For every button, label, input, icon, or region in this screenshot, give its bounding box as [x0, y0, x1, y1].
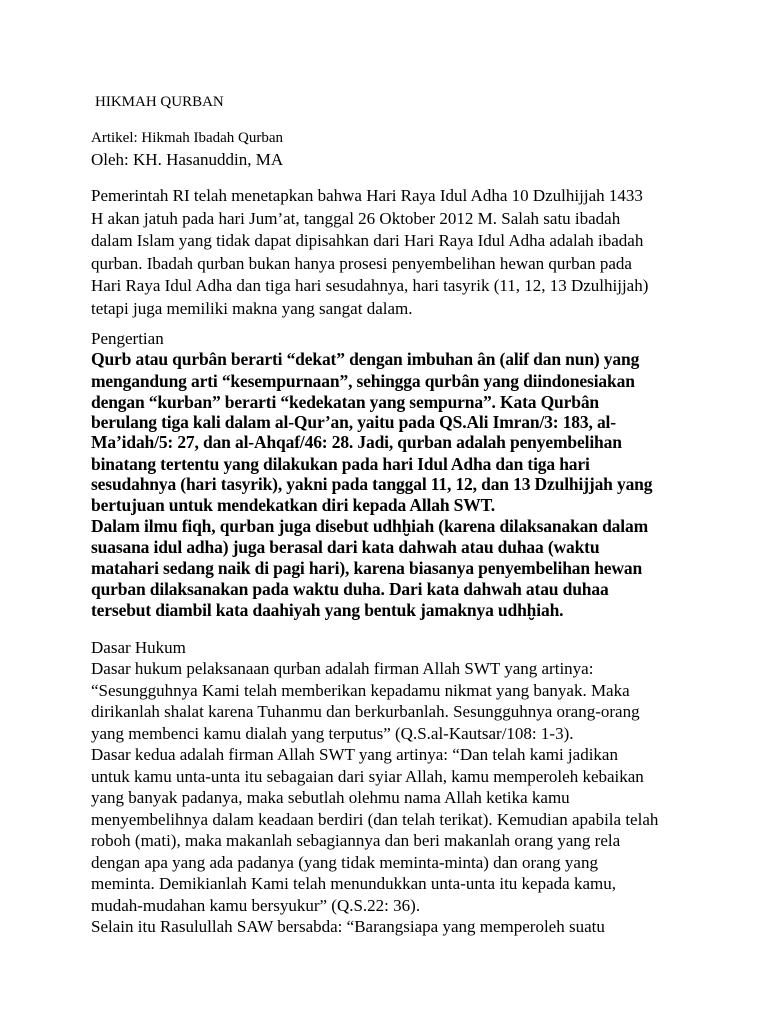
section-heading-pengertian: Pengertian	[91, 329, 164, 348]
pengertian-line: bertujuan untuk mendekatkan diri kepada Allah SWT.	[91, 495, 496, 515]
dasar-hukum-line: “Sesungguhnya Kami telah memberikan kepadamu nikmat yang banyak. Maka	[91, 680, 630, 700]
author-line: Oleh: KH. Hasanuddin, MA	[91, 150, 284, 169]
dasar-hukum-line: yang membenci kamu dialah yang terputus” (Q.S.al-Kautsar/108: 1-3).	[91, 723, 574, 743]
intro-line: tetapi juga memiliki makna yang sangat dalam.	[91, 298, 413, 318]
dasar-hukum-line: roboh (mati), maka makanlah sebagiannya dan beri makanlah orang yang rela	[91, 831, 621, 850]
dasar-hukum-line: Selain itu Rasulullah SAW bersabda: “Barangsiapa yang memperoleh suatu	[91, 917, 605, 936]
dasar-hukum-line: Dasar hukum pelaksanaan qurban adalah firman Allah SWT yang artinya:	[91, 659, 594, 678]
dasar-hukum-line: yang banyak padanya, maka sebutlah olehmu nama Allah ketika kamu	[91, 788, 570, 807]
pengertian-line: Ma’idah/5: 27, dan al-Ahqaf/46: 28. Jadi, qurban adalah penyembelihan	[91, 432, 622, 452]
pengertian-line: berulang tiga kali dalam al-Qur’an, yaitu pada QS.Ali Imran/3: 183, al-	[91, 412, 616, 432]
dasar-hukum-line: dirikanlah shalat karena Tuhanmu dan berkurbanlah. Sesungguhnya orang-orang	[91, 702, 640, 721]
pengertian-line: binatang tertentu yang dilakukan pada hari Idul Adha dan tiga hari	[91, 454, 590, 474]
dasar-hukum-line: untuk kamu unta-unta itu sebagaian dari syiar Allah, kamu memperoleh kebaikan	[91, 766, 644, 786]
dasar-hukum-line: menyembelihnya dalam keadaan berdiri (dan telah terikat). Kemudian apabila telah	[91, 809, 659, 829]
intro-line: H akan jatuh pada hari Jum’at, tanggal 26 Oktober 2012 M. Salah satu ibadah	[91, 208, 621, 228]
pengertian-line: mengandung arti “kesempurnaan”, sehingga qurbân yang diindonesiakan	[91, 371, 635, 391]
pengertian-line: sesudahnya (hari tasyrik), yakni pada tanggal 11, 12, dan 13 Dzulhijjah yang	[91, 474, 653, 494]
pengertian-line: Qurb atau qurbân berarti “dekat” dengan imbuhan ân (alif dan nun) yang	[91, 349, 640, 369]
pengertian-line: suasana idul adha) juga berasal dari kata dahwah atau duhaa (waktu	[91, 537, 600, 557]
article-label: Artikel: Hikmah Ibadah Qurban	[91, 130, 284, 146]
pengertian-line: qurban dilaksanakan pada waktu duha. Dari kata dahwah atau duhaa	[91, 579, 609, 599]
intro-line: qurban. Ibadah qurban bukan hanya prosesi penyembelihan hewan qurban pada	[91, 253, 632, 273]
dasar-hukum-line: Dasar kedua adalah firman Allah SWT yang artinya: “Dan telah kami jadikan	[91, 745, 618, 764]
dasar-hukum-line: mudah-mudahan kamu bersyukur” (Q.S.22: 36).	[91, 895, 421, 915]
dasar-hukum-line: meminta. Demikianlah Kami telah menundukkan unta-unta itu kepada kamu,	[91, 874, 616, 893]
document-title: HIKMAH QURBAN	[95, 94, 224, 110]
intro-line: Hari Raya Idul Adha dan tiga hari sesudahnya, hari tasyrik (11, 12, 13 Dzulhijjah)	[91, 276, 649, 295]
pengertian-line: tersebut diambil kata daahiyah yang bentuk jamaknya udhḫiah.	[91, 600, 564, 620]
pengertian-line: dengan “kurban” berarti “kedekatan yang sempurna”. Kata Qurbân	[91, 392, 600, 412]
intro-line: dalam Islam yang tidak dapat dipisahkan dari Hari Raya Idul Adha adalah ibadah	[91, 231, 644, 250]
pengertian-line: Dalam ilmu fiqh, qurban juga disebut udhḫiah (karena dilaksanakan dalam	[91, 516, 648, 536]
section-heading-dasar-hukum: Dasar Hukum	[91, 638, 186, 657]
pengertian-line: matahari sedang naik di pagi hari), karena biasanya penyembelihan hewan	[91, 558, 643, 578]
intro-line: Pemerintah RI telah menetapkan bahwa Hari Raya Idul Adha 10 Dzulhijjah 1433	[91, 186, 643, 205]
dasar-hukum-line: dengan apa yang ada padanya (yang tidak meminta-minta) dan orang yang	[91, 852, 598, 872]
